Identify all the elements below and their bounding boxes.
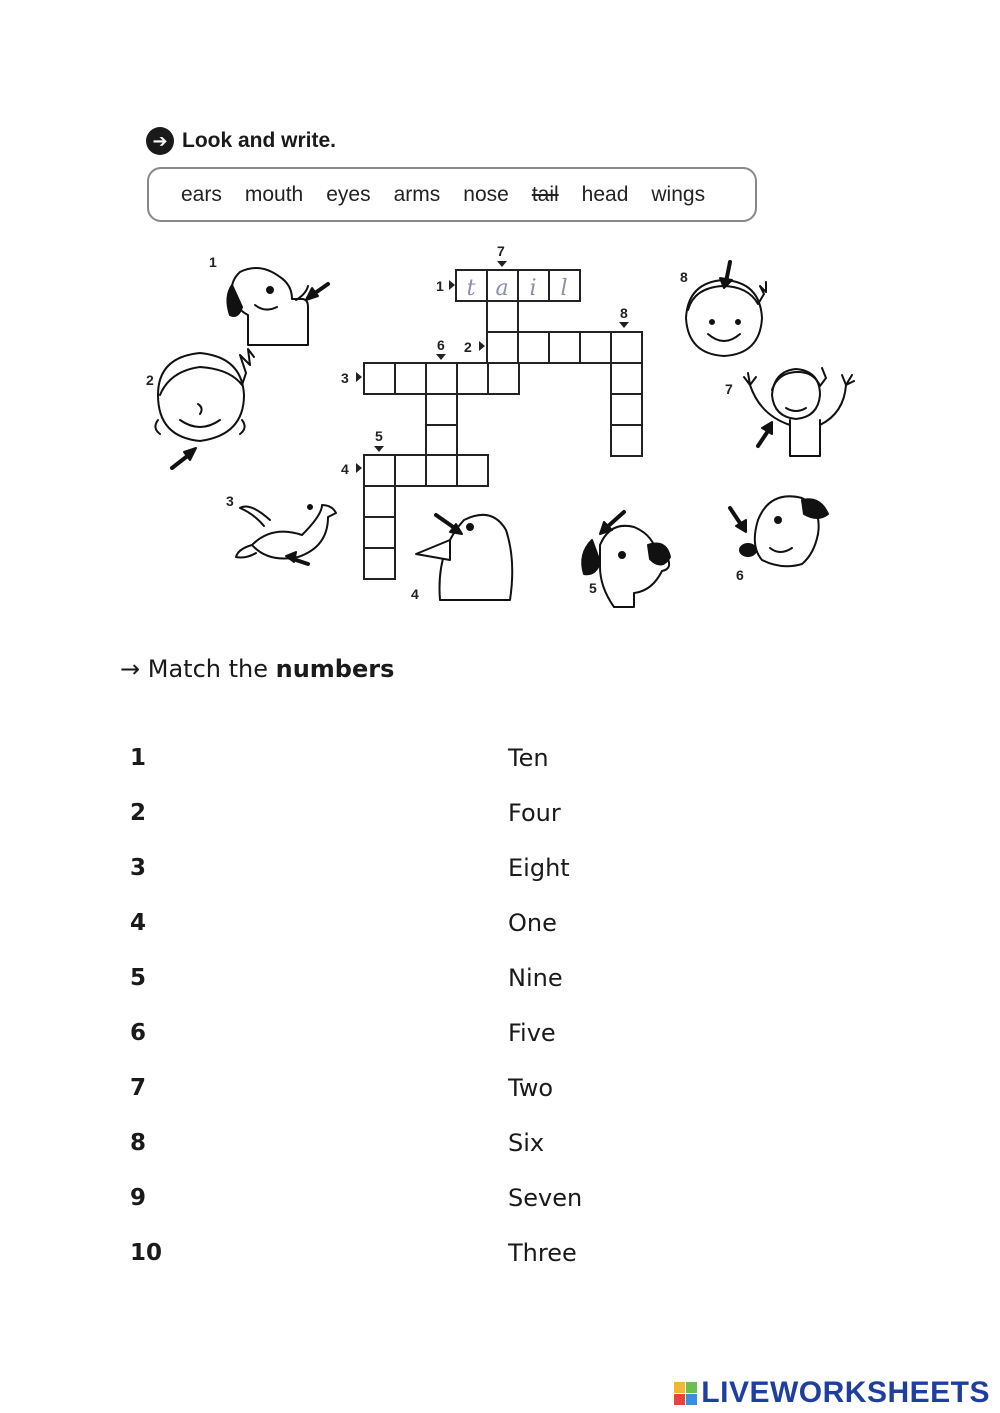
word-bank-item: head (581, 182, 629, 206)
bird-wings-illustration (236, 505, 336, 559)
clue-number-3: 3 (341, 370, 349, 386)
picture-number: 3 (226, 493, 234, 509)
crossword-cell[interactable] (611, 332, 642, 363)
match-word[interactable]: Eight (508, 854, 570, 882)
crossword-cell[interactable] (426, 455, 457, 486)
answer-letter: t (466, 276, 476, 301)
crossword-cell[interactable] (395, 363, 426, 394)
word-bank-item-crossed: tail (531, 182, 559, 206)
crossword-cell[interactable] (364, 486, 395, 517)
crossword-cell[interactable] (488, 363, 519, 394)
match-word[interactable]: Two (508, 1074, 553, 1102)
picture-number: 7 (725, 381, 733, 397)
clue-number-1: 1 (436, 278, 444, 294)
arrow-head-icon (306, 288, 318, 300)
picture-number: 4 (411, 586, 419, 602)
match-word[interactable]: One (508, 909, 557, 937)
pointer-icon (619, 322, 629, 328)
match-number: 2 (130, 800, 147, 826)
match-title-prefix: → Match the (120, 655, 276, 683)
arrow-right-circle-icon: ➔ (146, 127, 174, 155)
match-word[interactable]: Nine (508, 964, 563, 992)
word-bank-item: wings (651, 182, 706, 206)
answer-letter: a (495, 276, 509, 301)
clue-number-4: 4 (341, 461, 349, 477)
crossword-cell[interactable] (364, 363, 395, 394)
crossword-cell[interactable] (426, 363, 457, 394)
crossword-cell[interactable] (426, 425, 457, 456)
match-word[interactable]: Ten (508, 744, 549, 772)
picture-number: 2 (146, 372, 154, 388)
clue-number-5: 5 (375, 428, 383, 444)
word-bank-item: ears (181, 182, 222, 206)
instruction (146, 127, 336, 155)
match-title-bold: numbers (275, 655, 395, 683)
logo-block (674, 1382, 685, 1393)
pointer-icon (356, 463, 362, 473)
crossword-cell[interactable] (457, 455, 488, 486)
clue-number-2: 2 (464, 339, 472, 355)
logo-block (674, 1394, 685, 1405)
logo-blocks-icon (674, 1382, 697, 1405)
crossword-cell[interactable] (364, 517, 395, 548)
match-number: 1 (130, 745, 147, 771)
picture-number: 1 (209, 254, 217, 270)
pointer-icon (497, 261, 507, 267)
crossword-cell[interactable] (611, 394, 642, 425)
pointer-icon (449, 280, 455, 290)
crossword-cell[interactable] (487, 301, 518, 332)
picture-number: 8 (680, 269, 688, 285)
clue-number-8: 8 (620, 305, 628, 321)
match-number: 10 (130, 1240, 163, 1266)
logo-text: LIVEWORKSHEETS (701, 1376, 990, 1409)
match-title (120, 655, 394, 683)
pointer-icon (374, 446, 384, 452)
dog-nose-illustration (740, 496, 828, 566)
match-number: 8 (130, 1130, 147, 1156)
crossword-cell[interactable] (487, 332, 518, 363)
match-number: 9 (130, 1185, 147, 1211)
match-word[interactable]: Three (508, 1239, 577, 1267)
match-number: 7 (130, 1075, 147, 1101)
pointer-icon (479, 341, 485, 351)
animal-nose-illustration (416, 515, 512, 600)
boy-head-illustration (686, 280, 766, 356)
liveworksheets-logo (674, 1376, 990, 1410)
match-number: 4 (130, 910, 147, 936)
crossword-cell[interactable] (364, 548, 395, 579)
word-bank-item: eyes (326, 182, 371, 206)
word-bank-item: arms (393, 182, 441, 206)
match-word[interactable]: Four (508, 799, 561, 827)
crossword-cell[interactable] (518, 332, 549, 363)
clue-number-6: 6 (437, 337, 445, 353)
pointer-icon (436, 354, 446, 360)
word-bank-item: nose (463, 182, 509, 206)
logo-block (686, 1394, 697, 1405)
boy-mouth-illustration (155, 349, 254, 441)
dog-tail-illustration (227, 268, 308, 345)
match-word[interactable]: Five (508, 1019, 556, 1047)
crossword-cell[interactable] (426, 394, 457, 425)
match-word[interactable]: Seven (508, 1184, 583, 1212)
answer-letter: l (560, 276, 568, 301)
crossword-cell[interactable] (395, 455, 426, 486)
instruction-text: Look and write. (182, 129, 337, 152)
crossword-cell[interactable] (457, 363, 488, 394)
crossword-cell[interactable] (549, 332, 580, 363)
crossword-cell[interactable] (364, 455, 395, 486)
picture-number: 5 (589, 580, 597, 596)
crossword-cell[interactable] (580, 332, 611, 363)
match-number: 3 (130, 855, 147, 881)
crossword-cell[interactable] (611, 425, 642, 456)
clue-number-7: 7 (497, 243, 505, 259)
word-bank (147, 167, 757, 222)
match-word[interactable]: Six (508, 1129, 545, 1157)
match-number: 5 (130, 965, 147, 991)
crossword-cell[interactable] (611, 363, 642, 394)
answer-letter: i (529, 276, 537, 301)
picture-number: 6 (736, 567, 744, 583)
logo-block (686, 1382, 697, 1393)
pointer-icon (356, 372, 362, 382)
match-number: 6 (130, 1020, 147, 1046)
word-bank-item: mouth (244, 182, 304, 206)
crossword-area (0, 230, 1000, 620)
